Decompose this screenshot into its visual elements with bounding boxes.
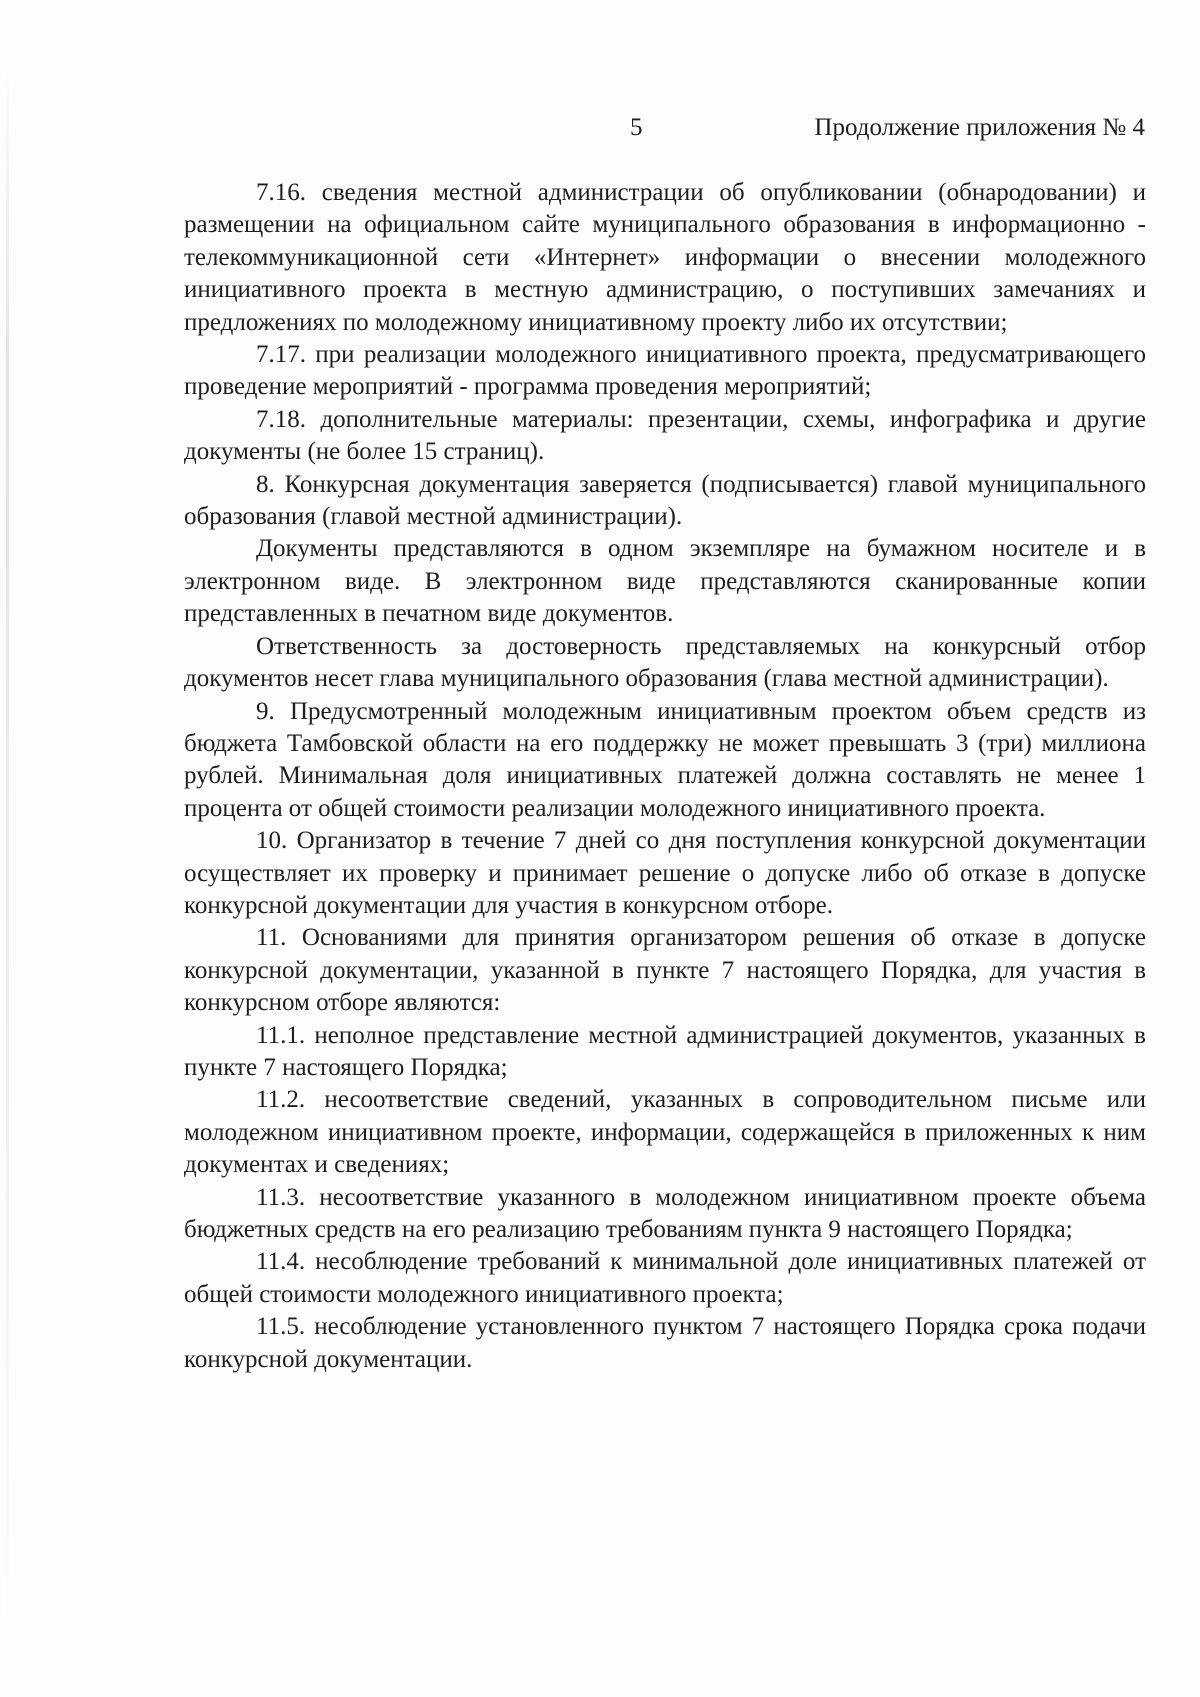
paragraph-11-3: 11.3. несоответствие указанного в молодежном инициативном проекте объема бюджетных средств на его реализацию требованиям пункта 9 настоящего Порядка; [184, 1183, 1146, 1243]
paragraph-7-16: 7.16. сведения местной администрации об опубликовании (обнародовании) и размещении на официальном сайте муниципального образования в информационно - телекоммуникационной сети «Интернет» информации о внесении молодежного инициативного проекта в местную администрацию, о поступивших замечаниях и предложениях по молодежному инициативному проекту либо их отсутствии; [184, 179, 1146, 336]
page-number: 5 [630, 114, 643, 141]
paragraph-documents-submission: Документы представляются в одном экземпляре на бумажном носителе и в электронном виде. В электронном виде представляются сканированные копии представленных в печатном виде документов. [184, 535, 1146, 628]
paragraph-11-1: 11.1. неполное представление местной администрацией документов, указанных в пункте 7 настоящего Порядка; [184, 1021, 1146, 1081]
paragraph-10: 10. Организатор в течение 7 дней со дня поступления конкурсной документации осуществляет их проверку и принимает решение о допуске либо об отказе в допуске конкурсной документации для участия в конкурсном отборе. [184, 827, 1146, 919]
page-header [0, 114, 1200, 148]
scan-edge-shadow [6, 60, 9, 1640]
paragraph-11-2: 11.2. несоответствие сведений, указанных в сопроводительном письме или молодежном инициативном проекте, информации, содержащейся в приложенных к ним документах и сведениях; [184, 1086, 1146, 1179]
document-body [184, 177, 1146, 1376]
appendix-continuation-label: Продолжение приложения № 4 [814, 114, 1145, 141]
paragraph-responsibility: Ответственность за достоверность представляемых на конкурсный отбор документов несет глава муниципального образования (глава местной администрации). [184, 632, 1146, 693]
paragraph-7-17: 7.17. при реализации молодежного инициативного проекта, предусматривающего проведение мероприятий - программа проведения мероприятий; [184, 341, 1146, 401]
paragraph-11-4: 11.4. несоблюдение требований к минимальной доле инициативных платежей от общей стоимости молодежного инициативного проекта; [184, 1248, 1146, 1308]
paragraph-9: 9. Предусмотренный молодежным инициативным проектом объем средств из бюджета Тамбовской области на его поддержку не может превышать 3 (три) миллиона рублей. Минимальная доля инициативных платежей должна составлять не менее 1 процента от общей стоимости реализации молодежного инициативного проекта. [184, 697, 1146, 822]
paragraph-11: 11. Основаниями для принятия организатором решения об отказе в допуске конкурсной документации, указанной в пункте 7 настоящего Порядка, для участия в конкурсном отборе являются: [184, 924, 1146, 1017]
paragraph-8: 8. Конкурсная документация заверяется (подписывается) главой муниципального образования (главой местной администрации). [184, 470, 1146, 531]
paragraph-11-5: 11.5. несоблюдение установленного пунктом 7 настоящего Порядка срока подачи конкурсной документации. [184, 1313, 1146, 1373]
paragraph-7-18: 7.18. дополнительные материалы: презентации, схемы, инфографика и другие документы (не более 15 страниц). [184, 405, 1146, 466]
